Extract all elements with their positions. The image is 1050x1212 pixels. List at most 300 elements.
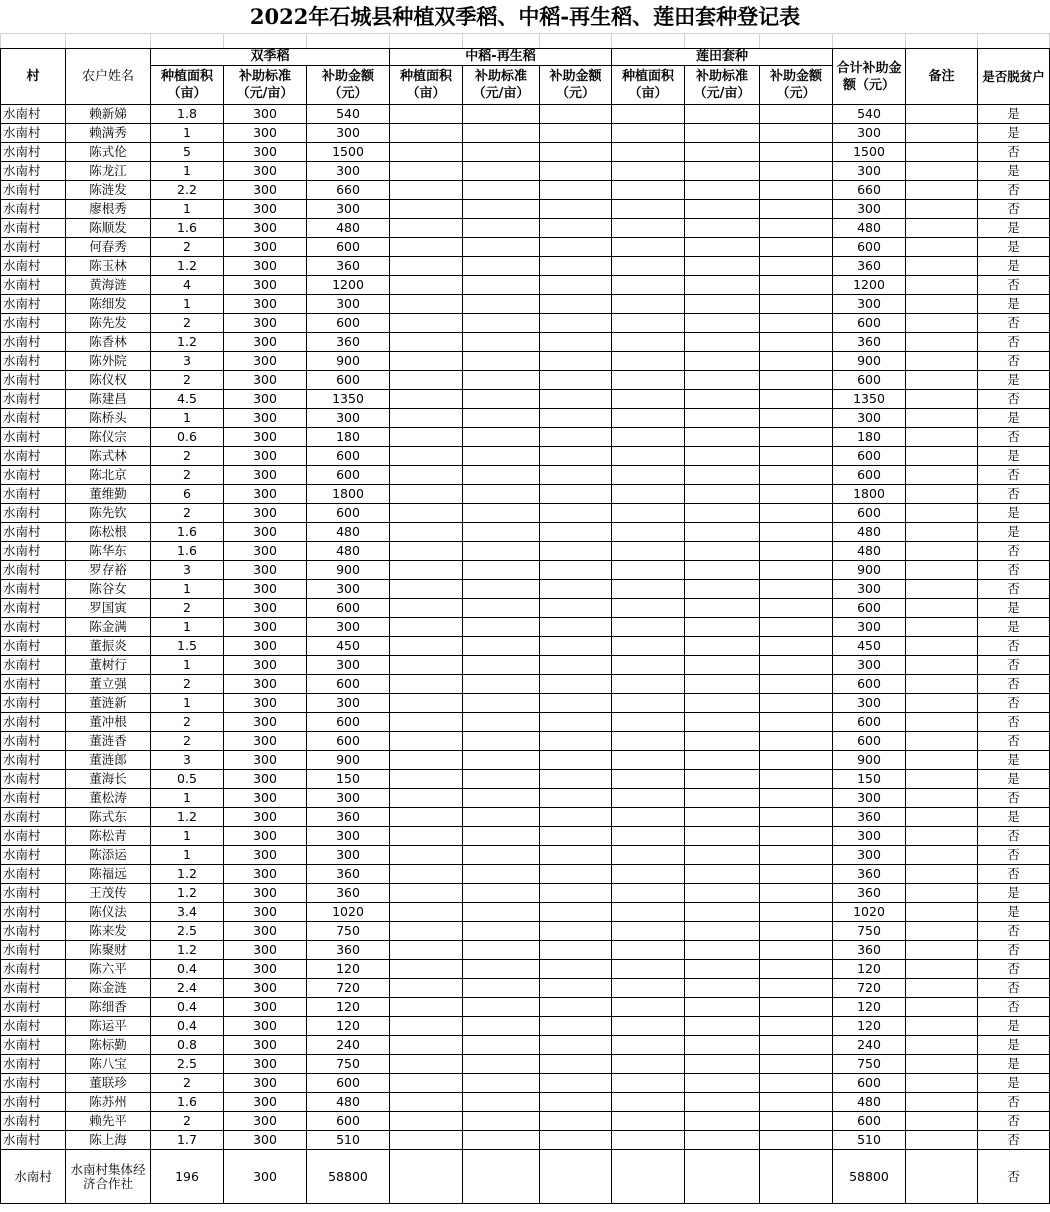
cell[interactable] — [463, 105, 540, 124]
cell-remark[interactable] — [906, 675, 978, 694]
cell[interactable] — [685, 713, 760, 732]
cell[interactable] — [390, 960, 463, 979]
cell-area[interactable]: 4.5 — [151, 390, 224, 409]
cell-amount[interactable]: 1500 — [307, 143, 390, 162]
cell-village[interactable]: 水南村 — [1, 428, 66, 447]
cell-area[interactable]: 1.2 — [151, 808, 224, 827]
cell-poverty[interactable]: 否 — [978, 694, 1050, 713]
cell[interactable] — [390, 295, 463, 314]
cell[interactable] — [685, 314, 760, 333]
cell-amount[interactable]: 900 — [307, 561, 390, 580]
cell-remark[interactable] — [906, 884, 978, 903]
cell[interactable] — [540, 922, 612, 941]
cell-standard[interactable]: 300 — [224, 276, 307, 295]
cell-standard[interactable]: 300 — [224, 637, 307, 656]
header-amount[interactable]: 补助金额（元） — [307, 66, 390, 105]
cell[interactable] — [760, 352, 833, 371]
cell-total[interactable]: 600 — [833, 675, 906, 694]
cell-poverty[interactable]: 否 — [978, 561, 1050, 580]
cell[interactable] — [463, 732, 540, 751]
cell[interactable] — [612, 295, 685, 314]
cell[interactable] — [760, 580, 833, 599]
cell-farmer[interactable]: 陈玉林 — [66, 257, 151, 276]
cell[interactable] — [540, 1112, 612, 1131]
cell-farmer[interactable]: 陈桥头 — [66, 409, 151, 428]
cell-amount[interactable]: 300 — [307, 200, 390, 219]
cell[interactable] — [540, 675, 612, 694]
cell[interactable] — [612, 390, 685, 409]
cell[interactable] — [390, 200, 463, 219]
cell-amount[interactable]: 600 — [307, 1074, 390, 1093]
cell[interactable] — [540, 352, 612, 371]
cell[interactable] — [685, 219, 760, 238]
cell-amount[interactable]: 600 — [307, 238, 390, 257]
cell-total[interactable]: 540 — [833, 105, 906, 124]
cell-farmer[interactable]: 何春秀 — [66, 238, 151, 257]
cell-remark[interactable] — [906, 333, 978, 352]
cell-area[interactable]: 0.8 — [151, 1036, 224, 1055]
cell-remark[interactable] — [906, 352, 978, 371]
cell[interactable] — [760, 219, 833, 238]
cell-total[interactable]: 510 — [833, 1131, 906, 1150]
cell-amount[interactable]: 600 — [307, 732, 390, 751]
cell-village[interactable]: 水南村 — [1, 371, 66, 390]
cell-standard[interactable]: 300 — [224, 865, 307, 884]
cell[interactable] — [760, 34, 833, 49]
cell-poverty[interactable]: 否 — [978, 1131, 1050, 1150]
cell-area[interactable]: 1 — [151, 846, 224, 865]
header-standard[interactable]: 补助标准（元/亩） — [224, 66, 307, 105]
cell-poverty[interactable]: 是 — [978, 770, 1050, 789]
cell[interactable] — [612, 1112, 685, 1131]
cell[interactable] — [390, 941, 463, 960]
cell[interactable] — [612, 998, 685, 1017]
cell[interactable] — [760, 181, 833, 200]
cell-standard[interactable]: 300 — [224, 732, 307, 751]
cell-amount[interactable]: 1800 — [307, 485, 390, 504]
cell[interactable] — [685, 789, 760, 808]
cell-amount[interactable]: 300 — [307, 656, 390, 675]
cell[interactable] — [540, 371, 612, 390]
cell[interactable] — [463, 599, 540, 618]
cell-area[interactable]: 2.5 — [151, 922, 224, 941]
cell-remark[interactable] — [906, 466, 978, 485]
cell[interactable] — [685, 257, 760, 276]
cell-area[interactable]: 1 — [151, 580, 224, 599]
cell-farmer[interactable]: 廖根秀 — [66, 200, 151, 219]
cell[interactable] — [685, 1131, 760, 1150]
cell-village[interactable]: 水南村 — [1, 295, 66, 314]
cell[interactable] — [612, 865, 685, 884]
cell[interactable] — [612, 333, 685, 352]
cell-total[interactable]: 1500 — [833, 143, 906, 162]
cell-poverty[interactable]: 是 — [978, 599, 1050, 618]
cell-remark[interactable] — [906, 1036, 978, 1055]
cell-poverty[interactable]: 否 — [978, 333, 1050, 352]
cell-area[interactable]: 0.6 — [151, 428, 224, 447]
cell[interactable] — [612, 580, 685, 599]
cell-area[interactable]: 1 — [151, 789, 224, 808]
cell[interactable] — [540, 1131, 612, 1150]
cell-total[interactable]: 600 — [833, 713, 906, 732]
cell-remark[interactable] — [906, 808, 978, 827]
cell[interactable] — [760, 789, 833, 808]
cell[interactable] — [463, 542, 540, 561]
cell-amount[interactable]: 600 — [307, 504, 390, 523]
cell-village[interactable]: 水南村 — [1, 713, 66, 732]
cell-poverty[interactable]: 是 — [978, 447, 1050, 466]
cell-poverty[interactable]: 否 — [978, 979, 1050, 998]
cell-area[interactable]: 2 — [151, 466, 224, 485]
cell[interactable] — [760, 314, 833, 333]
cell[interactable] — [760, 960, 833, 979]
cell[interactable] — [540, 618, 612, 637]
cell[interactable] — [612, 618, 685, 637]
cell[interactable] — [685, 1055, 760, 1074]
cell[interactable] — [612, 409, 685, 428]
cell[interactable] — [390, 713, 463, 732]
cell-remark[interactable] — [906, 599, 978, 618]
cell[interactable] — [390, 599, 463, 618]
cell-amount[interactable]: 540 — [307, 105, 390, 124]
cell-village[interactable]: 水南村 — [1, 865, 66, 884]
cell[interactable] — [760, 124, 833, 143]
cell-standard[interactable]: 300 — [224, 409, 307, 428]
cell[interactable] — [390, 979, 463, 998]
cell-amount[interactable]: 510 — [307, 1131, 390, 1150]
cell[interactable] — [390, 1074, 463, 1093]
cell[interactable] — [685, 1017, 760, 1036]
cell-area[interactable]: 1 — [151, 200, 224, 219]
cell[interactable] — [463, 1150, 540, 1204]
cell-area[interactable]: 2.2 — [151, 181, 224, 200]
cell[interactable] — [390, 124, 463, 143]
cell-total[interactable]: 300 — [833, 789, 906, 808]
cell-standard[interactable]: 300 — [224, 656, 307, 675]
cell[interactable] — [463, 903, 540, 922]
cell-remark[interactable] — [906, 827, 978, 846]
cell[interactable] — [307, 34, 390, 49]
cell[interactable] — [612, 428, 685, 447]
cell[interactable] — [390, 523, 463, 542]
cell-remark[interactable] — [906, 1074, 978, 1093]
cell[interactable] — [390, 314, 463, 333]
cell[interactable] — [760, 903, 833, 922]
cell-area[interactable]: 1.6 — [151, 523, 224, 542]
cell[interactable] — [390, 637, 463, 656]
cell-total[interactable]: 600 — [833, 447, 906, 466]
cell[interactable] — [685, 124, 760, 143]
cell-village[interactable]: 水南村 — [1, 409, 66, 428]
cell[interactable] — [463, 447, 540, 466]
cell[interactable] — [760, 941, 833, 960]
cell-area[interactable]: 0.4 — [151, 960, 224, 979]
cell[interactable] — [685, 504, 760, 523]
header-amount[interactable]: 补助金额（元） — [540, 66, 612, 105]
cell[interactable] — [463, 238, 540, 257]
cell[interactable] — [760, 162, 833, 181]
cell-amount[interactable]: 900 — [307, 751, 390, 770]
cell[interactable] — [390, 694, 463, 713]
cell-village[interactable]: 水南村 — [1, 770, 66, 789]
cell-amount[interactable]: 1020 — [307, 903, 390, 922]
cell-area[interactable]: 3.4 — [151, 903, 224, 922]
cell-farmer[interactable]: 陈仪宗 — [66, 428, 151, 447]
cell[interactable] — [463, 1055, 540, 1074]
cell[interactable] — [612, 903, 685, 922]
header-standard[interactable]: 补助标准（元/亩） — [463, 66, 540, 105]
cell[interactable] — [685, 922, 760, 941]
cell[interactable] — [612, 827, 685, 846]
cell-farmer[interactable]: 陈式东 — [66, 808, 151, 827]
cell-village[interactable]: 水南村 — [1, 732, 66, 751]
cell-poverty[interactable]: 否 — [978, 865, 1050, 884]
cell-total[interactable]: 360 — [833, 884, 906, 903]
cell-village[interactable]: 水南村 — [1, 143, 66, 162]
cell-standard[interactable]: 300 — [224, 390, 307, 409]
cell[interactable] — [612, 1074, 685, 1093]
cell-remark[interactable] — [906, 846, 978, 865]
cell-total[interactable]: 480 — [833, 1093, 906, 1112]
cell[interactable] — [612, 162, 685, 181]
cell-amount[interactable]: 300 — [307, 124, 390, 143]
cell-remark[interactable] — [906, 314, 978, 333]
cell-farmer[interactable]: 黄海涟 — [66, 276, 151, 295]
cell-standard[interactable]: 300 — [224, 466, 307, 485]
cell-total[interactable]: 300 — [833, 200, 906, 219]
cell-poverty[interactable]: 否 — [978, 314, 1050, 333]
cell[interactable] — [760, 884, 833, 903]
cell[interactable] — [760, 656, 833, 675]
cell-standard[interactable]: 300 — [224, 447, 307, 466]
cell-remark[interactable] — [906, 447, 978, 466]
cell-farmer[interactable]: 陈龙江 — [66, 162, 151, 181]
cell[interactable] — [540, 561, 612, 580]
cell[interactable] — [612, 941, 685, 960]
cell-area[interactable]: 1.8 — [151, 105, 224, 124]
cell-village[interactable]: 水南村 — [1, 941, 66, 960]
cell-area[interactable]: 2 — [151, 675, 224, 694]
cell-total[interactable]: 180 — [833, 428, 906, 447]
cell[interactable] — [463, 428, 540, 447]
cell-area[interactable]: 1 — [151, 694, 224, 713]
cell-farmer[interactable]: 陈八宝 — [66, 1055, 151, 1074]
cell-amount[interactable]: 360 — [307, 257, 390, 276]
cell-area[interactable]: 1.2 — [151, 884, 224, 903]
cell[interactable] — [685, 466, 760, 485]
cell[interactable] — [151, 34, 224, 49]
cell[interactable] — [390, 808, 463, 827]
cell-remark[interactable] — [906, 903, 978, 922]
cell-poverty[interactable]: 否 — [978, 827, 1050, 846]
cell-standard[interactable]: 300 — [224, 200, 307, 219]
cell[interactable] — [760, 238, 833, 257]
cell-amount[interactable]: 120 — [307, 998, 390, 1017]
cell-poverty[interactable]: 否 — [978, 181, 1050, 200]
cell[interactable] — [760, 466, 833, 485]
cell-poverty[interactable]: 否 — [978, 485, 1050, 504]
cell-area[interactable]: 1.2 — [151, 941, 224, 960]
cell[interactable] — [612, 542, 685, 561]
cell-poverty[interactable]: 否 — [978, 390, 1050, 409]
cell-poverty[interactable]: 否 — [978, 637, 1050, 656]
cell[interactable] — [685, 352, 760, 371]
cell-farmer[interactable]: 陈福远 — [66, 865, 151, 884]
cell[interactable] — [612, 238, 685, 257]
cell[interactable] — [540, 409, 612, 428]
cell[interactable] — [612, 732, 685, 751]
cell-poverty[interactable]: 否 — [978, 998, 1050, 1017]
header-group-lotus[interactable]: 莲田套种 — [612, 49, 833, 66]
cell[interactable] — [612, 713, 685, 732]
cell[interactable] — [540, 865, 612, 884]
cell[interactable] — [612, 561, 685, 580]
cell-poverty[interactable]: 否 — [978, 200, 1050, 219]
cell[interactable] — [760, 542, 833, 561]
cell-remark[interactable] — [906, 428, 978, 447]
cell[interactable] — [612, 770, 685, 789]
cell-farmer[interactable]: 陈金满 — [66, 618, 151, 637]
cell-farmer[interactable]: 陈添运 — [66, 846, 151, 865]
cell-farmer[interactable]: 陈式伦 — [66, 143, 151, 162]
cell[interactable] — [612, 846, 685, 865]
cell[interactable] — [463, 618, 540, 637]
cell-poverty[interactable]: 否 — [978, 941, 1050, 960]
cell-village[interactable]: 水南村 — [1, 333, 66, 352]
cell[interactable] — [540, 1055, 612, 1074]
cell[interactable] — [760, 865, 833, 884]
cell-remark[interactable] — [906, 181, 978, 200]
cell-remark[interactable] — [906, 143, 978, 162]
cell[interactable] — [540, 34, 612, 49]
cell-remark[interactable] — [906, 865, 978, 884]
cell[interactable] — [463, 1131, 540, 1150]
cell-amount[interactable]: 58800 — [307, 1150, 390, 1204]
cell[interactable] — [685, 846, 760, 865]
cell[interactable] — [463, 352, 540, 371]
cell[interactable] — [390, 428, 463, 447]
cell-farmer[interactable]: 董冲根 — [66, 713, 151, 732]
cell-area[interactable]: 1.7 — [151, 1131, 224, 1150]
cell-amount[interactable]: 120 — [307, 1017, 390, 1036]
cell[interactable] — [463, 523, 540, 542]
cell-area[interactable]: 1 — [151, 124, 224, 143]
cell[interactable] — [760, 504, 833, 523]
header-village[interactable]: 村 — [1, 49, 66, 105]
cell-standard[interactable]: 300 — [224, 352, 307, 371]
cell-total[interactable]: 480 — [833, 219, 906, 238]
cell[interactable] — [540, 200, 612, 219]
cell-amount[interactable]: 300 — [307, 295, 390, 314]
cell[interactable] — [390, 143, 463, 162]
cell-area[interactable]: 2 — [151, 713, 224, 732]
cell[interactable] — [540, 181, 612, 200]
header-area[interactable]: 种植面积（亩） — [612, 66, 685, 105]
cell-total[interactable]: 600 — [833, 238, 906, 257]
cell-farmer[interactable]: 陈式林 — [66, 447, 151, 466]
cell[interactable] — [760, 409, 833, 428]
cell[interactable] — [760, 200, 833, 219]
cell-total[interactable]: 300 — [833, 827, 906, 846]
cell-remark[interactable] — [906, 409, 978, 428]
cell-total[interactable]: 600 — [833, 466, 906, 485]
cell[interactable] — [463, 1093, 540, 1112]
cell-village[interactable]: 水南村 — [1, 751, 66, 770]
cell[interactable] — [540, 124, 612, 143]
cell[interactable] — [390, 1112, 463, 1131]
cell[interactable] — [760, 295, 833, 314]
cell[interactable] — [390, 770, 463, 789]
cell-farmer[interactable]: 赖满秀 — [66, 124, 151, 143]
cell[interactable] — [540, 732, 612, 751]
cell-area[interactable]: 0.4 — [151, 1017, 224, 1036]
cell[interactable] — [685, 162, 760, 181]
cell-standard[interactable]: 300 — [224, 713, 307, 732]
cell-village[interactable]: 水南村 — [1, 561, 66, 580]
cell[interactable] — [390, 1036, 463, 1055]
cell-remark[interactable] — [906, 390, 978, 409]
cell-standard[interactable]: 300 — [224, 618, 307, 637]
cell-remark[interactable] — [906, 656, 978, 675]
cell[interactable] — [685, 865, 760, 884]
cell-remark[interactable] — [906, 238, 978, 257]
cell-village[interactable]: 水南村 — [1, 504, 66, 523]
cell-remark[interactable] — [906, 979, 978, 998]
cell[interactable] — [760, 979, 833, 998]
header-group-middle-rice[interactable]: 中稻-再生稻 — [390, 49, 612, 66]
cell-poverty[interactable]: 是 — [978, 219, 1050, 238]
cell-standard[interactable]: 300 — [224, 675, 307, 694]
cell[interactable] — [540, 542, 612, 561]
cell-area[interactable]: 5 — [151, 143, 224, 162]
cell-standard[interactable]: 300 — [224, 979, 307, 998]
cell[interactable] — [390, 333, 463, 352]
cell[interactable] — [540, 162, 612, 181]
cell-poverty[interactable]: 否 — [978, 276, 1050, 295]
cell-area[interactable]: 4 — [151, 276, 224, 295]
cell[interactable] — [463, 295, 540, 314]
cell-total[interactable]: 1200 — [833, 276, 906, 295]
cell-total[interactable]: 600 — [833, 1074, 906, 1093]
cell[interactable] — [760, 922, 833, 941]
cell[interactable] — [463, 390, 540, 409]
cell-poverty[interactable]: 否 — [978, 960, 1050, 979]
cell-remark[interactable] — [906, 618, 978, 637]
cell-village[interactable]: 水南村 — [1, 466, 66, 485]
cell-village[interactable]: 水南村 — [1, 618, 66, 637]
cell[interactable] — [760, 390, 833, 409]
cell-village[interactable]: 水南村 — [1, 523, 66, 542]
cell[interactable] — [390, 751, 463, 770]
cell-total[interactable]: 1020 — [833, 903, 906, 922]
cell[interactable] — [760, 485, 833, 504]
cell-total[interactable]: 300 — [833, 409, 906, 428]
cell-remark[interactable] — [906, 941, 978, 960]
cell[interactable] — [390, 1093, 463, 1112]
cell[interactable] — [463, 466, 540, 485]
cell-poverty[interactable]: 是 — [978, 238, 1050, 257]
cell[interactable] — [540, 637, 612, 656]
cell-village[interactable]: 水南村 — [1, 390, 66, 409]
cell[interactable] — [760, 827, 833, 846]
cell[interactable] — [685, 181, 760, 200]
cell-area[interactable]: 1.6 — [151, 1093, 224, 1112]
cell-poverty[interactable]: 是 — [978, 257, 1050, 276]
cell-village[interactable]: 水南村 — [1, 238, 66, 257]
cell[interactable] — [463, 675, 540, 694]
cell[interactable] — [612, 219, 685, 238]
cell-village[interactable]: 水南村 — [1, 276, 66, 295]
